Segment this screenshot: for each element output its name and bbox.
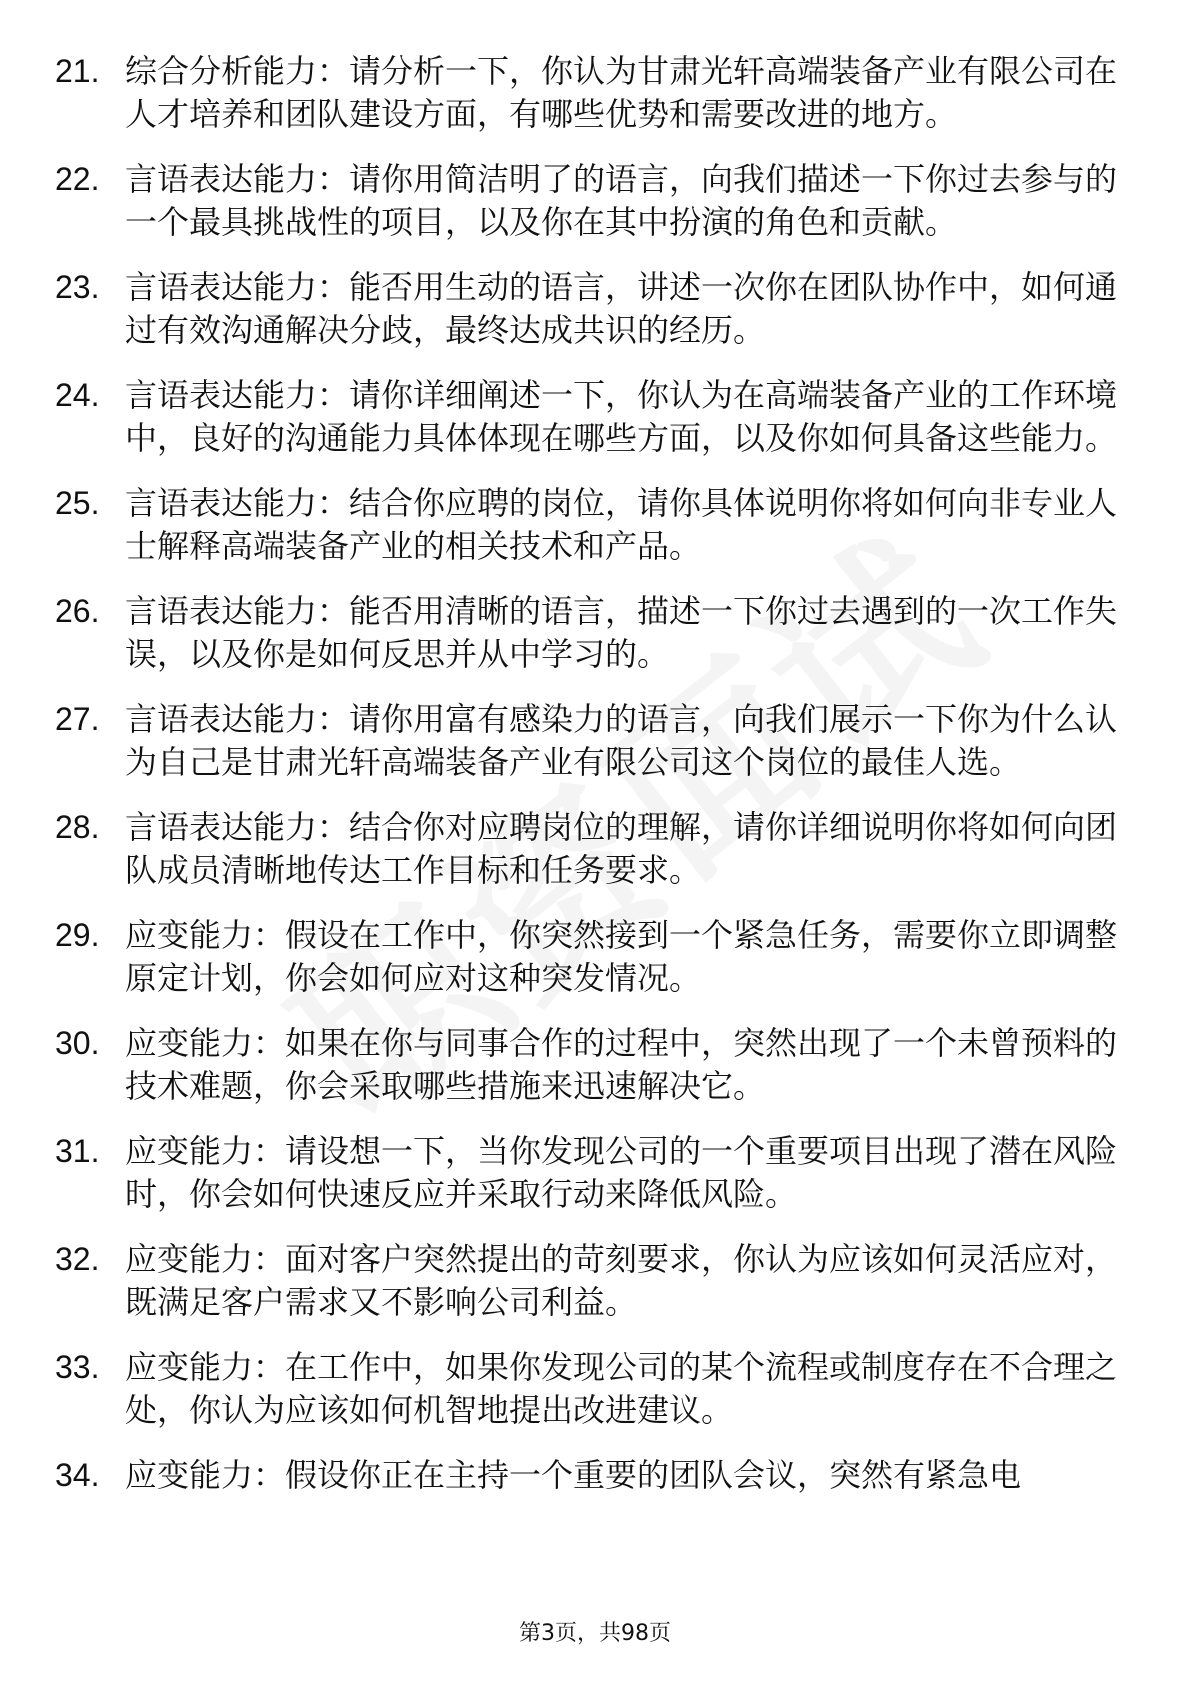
question-text: 应变能力：如果在你与同事合作的过程中，突然出现了一个未曾预料的技术难题，你会采取哪些措施来迅速解决它。 (125, 1024, 1118, 1105)
question-item (55, 698, 1130, 784)
question-item (55, 1130, 1130, 1216)
question-item (55, 482, 1130, 568)
question-number: 31. (55, 1133, 100, 1169)
question-text: 言语表达能力：请你详细阐述一下，你认为在高端装备产业的工作环境中，良好的沟通能力具体体现在哪些方面，以及你如何具备这些能力。 (125, 376, 1118, 457)
question-item (55, 806, 1130, 892)
question-number: 22. (55, 161, 100, 197)
question-number: 23. (55, 269, 100, 305)
question-text: 言语表达能力：请你用富有感染力的语言，向我们展示一下你为什么认为自己是甘肃光轩高端装备产业有限公司这个岗位的最佳人选。 (125, 700, 1118, 781)
question-item (55, 1022, 1130, 1108)
question-text: 言语表达能力：能否用清晰的语言，描述一下你过去遇到的一次工作失误，以及你是如何反思并从中学习的。 (125, 592, 1118, 673)
question-number: 24. (55, 377, 100, 413)
question-number: 28. (55, 809, 100, 845)
question-item (55, 1346, 1130, 1432)
question-text: 言语表达能力：请你用简洁明了的语言，向我们描述一下你过去参与的一个最具挑战性的项目，以及你在其中扮演的角色和贡献。 (125, 160, 1118, 241)
question-number: 34. (55, 1457, 100, 1493)
page-number-footer: 第3页，共98页 (519, 1621, 671, 1646)
question-number: 21. (55, 53, 100, 89)
question-text: 应变能力：请设想一下，当你发现公司的一个重要项目出现了潜在风险时，你会如何快速反应并采取行动来降低风险。 (125, 1132, 1118, 1213)
question-item (55, 50, 1130, 136)
question-number: 29. (55, 917, 100, 953)
question-text: 应变能力：在工作中，如果你发现公司的某个流程或制度存在不合理之处，你认为应该如何机智地提出改进建议。 (125, 1348, 1118, 1429)
question-number: 32. (55, 1241, 100, 1277)
question-item (55, 266, 1130, 352)
question-text: 应变能力：假设你正在主持一个重要的团队会议，突然有紧急电 (125, 1456, 1022, 1494)
question-text: 言语表达能力：能否用生动的语言，讲述一次你在团队协作中，如何通过有效沟通解决分歧，最终达成共识的经历。 (125, 268, 1118, 349)
question-number: 33. (55, 1349, 100, 1385)
question-number: 30. (55, 1025, 100, 1061)
question-number: 25. (55, 485, 100, 521)
question-text: 言语表达能力：结合你对应聘岗位的理解，请你详细说明你将如何向团队成员清晰地传达工作目标和任务要求。 (125, 808, 1118, 889)
question-list (55, 50, 1130, 1519)
question-item (55, 374, 1130, 460)
question-number: 26. (55, 593, 100, 629)
question-item (55, 590, 1130, 676)
question-text: 应变能力：面对客户突然提出的苛刻要求，你认为应该如何灵活应对，既满足客户需求又不影响公司利益。 (125, 1240, 1118, 1321)
question-item (55, 158, 1130, 244)
question-text: 综合分析能力：请分析一下，你认为甘肃光轩高端装备产业有限公司在人才培养和团队建设方面，有哪些优势和需要改进的地方。 (125, 52, 1118, 133)
question-text: 言语表达能力：结合你应聘的岗位，请你具体说明你将如何向非专业人士解释高端装备产业的相关技术和产品。 (125, 484, 1118, 565)
question-item (55, 1454, 1130, 1497)
question-text: 应变能力：假设在工作中，你突然接到一个紧急任务，需要你立即调整原定计划，你会如何应对这种突发情况。 (125, 916, 1118, 997)
question-number: 27. (55, 701, 100, 737)
question-item (55, 914, 1130, 1000)
question-item (55, 1238, 1130, 1324)
